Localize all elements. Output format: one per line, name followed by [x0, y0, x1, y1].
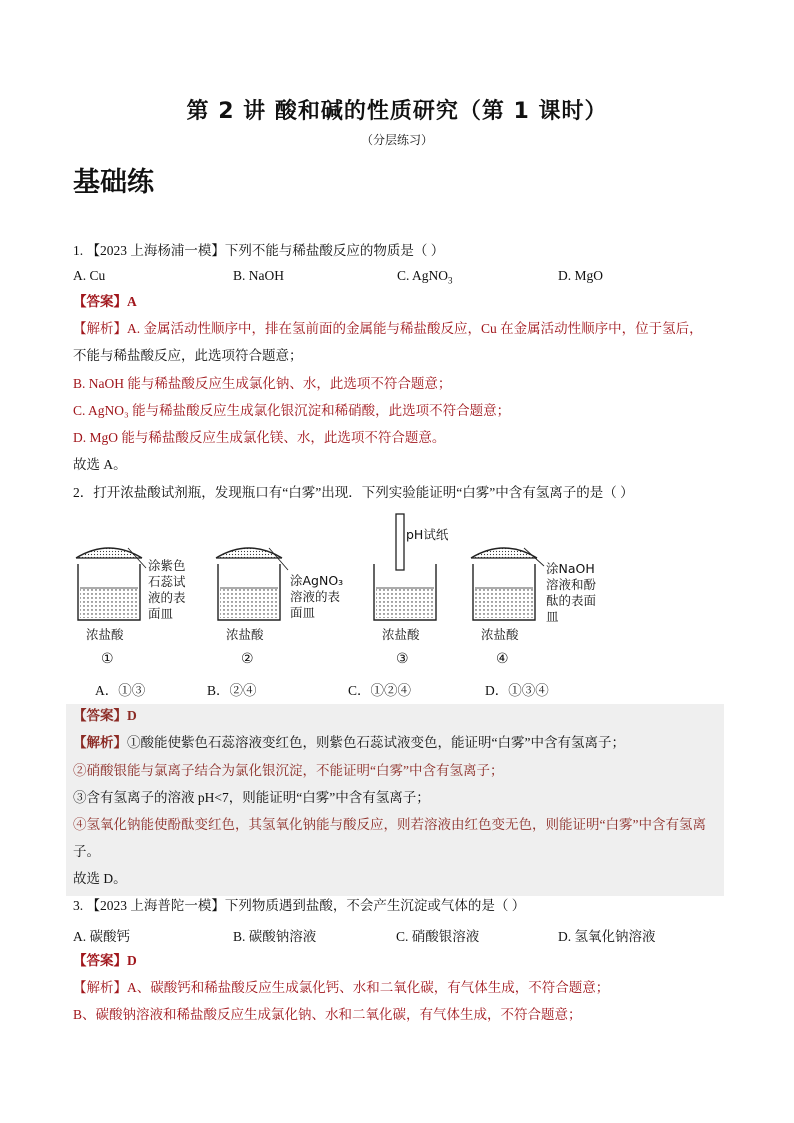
caption-4: 涂NaOH 溶液和酚 酞的表面 皿	[546, 561, 597, 624]
q2-analysis-line: 故选 D。	[73, 871, 127, 886]
q1-analysis-line: C. AgNO₃ 能与稀盐酸反应生成氯化银沉淀和稀硝酸，此选项不符合题意；	[73, 403, 511, 418]
ph-paper-strip	[396, 514, 404, 570]
q1-analysis-line: 故选 A。	[73, 457, 127, 472]
q1-answer: 【答案】A	[73, 294, 137, 309]
beaker-2	[216, 548, 288, 620]
page-subtitle: （分层练习）	[360, 133, 433, 147]
q3-option-b: B. 碳酸钠溶液	[233, 929, 317, 944]
q1-options	[73, 268, 733, 286]
figure-number-4: ④	[496, 651, 509, 667]
q1-option-d: D. MgO	[558, 268, 604, 283]
watch-glass-2	[216, 548, 282, 558]
q3-analysis-line: 【解析】A、碳酸钙和稀盐酸反应生成氯化钙、水和二氧化碳，有气体生成，不符合题意；	[73, 980, 610, 995]
figure-number-2: ②	[241, 651, 254, 667]
watch-glass-4	[471, 548, 537, 558]
q3-option-a: A. 碳酸钙	[73, 929, 130, 944]
figure-number-1: ①	[101, 651, 114, 667]
beaker-1	[76, 548, 146, 620]
liquid-3	[376, 588, 434, 618]
beaker-label-4: 浓盐酸	[481, 627, 519, 642]
q1-analysis-line: D. MgO 能与稀盐酸反应生成氯化镁、水，此选项不符合题意。	[73, 430, 446, 445]
q2-analysis-line: 【解析】①酸能使紫色石蕊溶液变红色，则紫色石蕊试液变色，能证明“白雾”中含有氢离子；	[73, 735, 625, 750]
q3-option-c: C. 硝酸银溶液	[396, 929, 480, 944]
q2-analysis-line: ③含有氢离子的溶液 pH<7，则能证明“白雾”中含有氢离子；	[73, 790, 430, 805]
q2-analysis-line: 子。	[73, 844, 100, 859]
q3-option-d: D. 氢氧化钠溶液	[558, 929, 656, 944]
q1-analysis-line: 不能与稀盐酸反应，此选项符合题意；	[73, 348, 303, 363]
q3-analysis-line: B、碳酸钠溶液和稀盐酸反应生成氯化钠、水和二氧化碳，有气体生成，不符合题意；	[73, 1007, 582, 1022]
page-title: 第 2 讲 酸和碱的性质研究（第 1 课时）	[186, 99, 608, 124]
q2-analysis-line: ②硝酸银能与氯离子结合为氯化银沉淀，不能证明“白雾”中含有氢离子；	[73, 763, 504, 778]
liquid-4	[475, 588, 533, 618]
caption-1: 涂紫色 石蕊试 液的表 面皿	[148, 558, 186, 621]
beaker-label-2: 浓盐酸	[226, 627, 264, 642]
q2-options	[95, 679, 755, 697]
q3-answer: 【答案】D	[73, 953, 137, 968]
q1-option-b: B. NaOH	[233, 268, 284, 283]
q1-option-c: C. AgNO$_3$	[397, 268, 453, 286]
beaker-label-1: 浓盐酸	[86, 627, 124, 642]
q1-option-a: A. Cu	[73, 268, 106, 283]
q2-answer: 【答案】D	[73, 708, 137, 723]
q2-stem: 2．打开浓盐酸试剂瓶，发现瓶口有“白雾”出现．下列实验能证明“白雾”中含有氢离子的是（ ）	[73, 485, 634, 500]
q1-analysis-line: B. NaOH 能与稀盐酸反应生成氯化钠、水，此选项不符合题意；	[73, 376, 452, 391]
q1-stem: 1. 【2023 上海杨浦一模】下列不能与稀盐酸反应的物质是（ ）	[73, 243, 445, 258]
q2-option-c: C．①②④	[348, 683, 412, 698]
q2-option-d: D．①③④	[485, 683, 549, 698]
q3-stem: 3. 【2023 上海普陀一模】下列物质遇到盐酸，不会产生沉淀或气体的是（ ）	[73, 898, 526, 913]
section-heading: 基础练	[73, 167, 154, 198]
figure-number-3: ③	[396, 651, 409, 667]
ph-paper-label: pH试纸	[406, 527, 449, 542]
liquid-2	[220, 588, 278, 618]
caption-2: 涂AgNO₃ 溶液的表 面皿	[290, 573, 344, 620]
q1-analysis-line: 【解析】A. 金属活动性顺序中，排在氢前面的金属能与稀盐酸反应，Cu 在金属活动性顺序中，位于氢后，	[73, 321, 703, 336]
q3-options	[73, 925, 733, 943]
beaker-4	[471, 548, 544, 620]
q2-option-a: A．①③	[95, 683, 146, 698]
q2-option-b: B．②④	[207, 683, 257, 698]
q2-analysis-line: ④氢氧化钠能使酚酞变红色，其氢氧化钠能与酸反应，则若溶液由红色变无色，则能证明“白雾”中含有氢离	[73, 817, 706, 832]
beaker-label-3: 浓盐酸	[382, 627, 420, 642]
liquid-1	[80, 588, 138, 618]
